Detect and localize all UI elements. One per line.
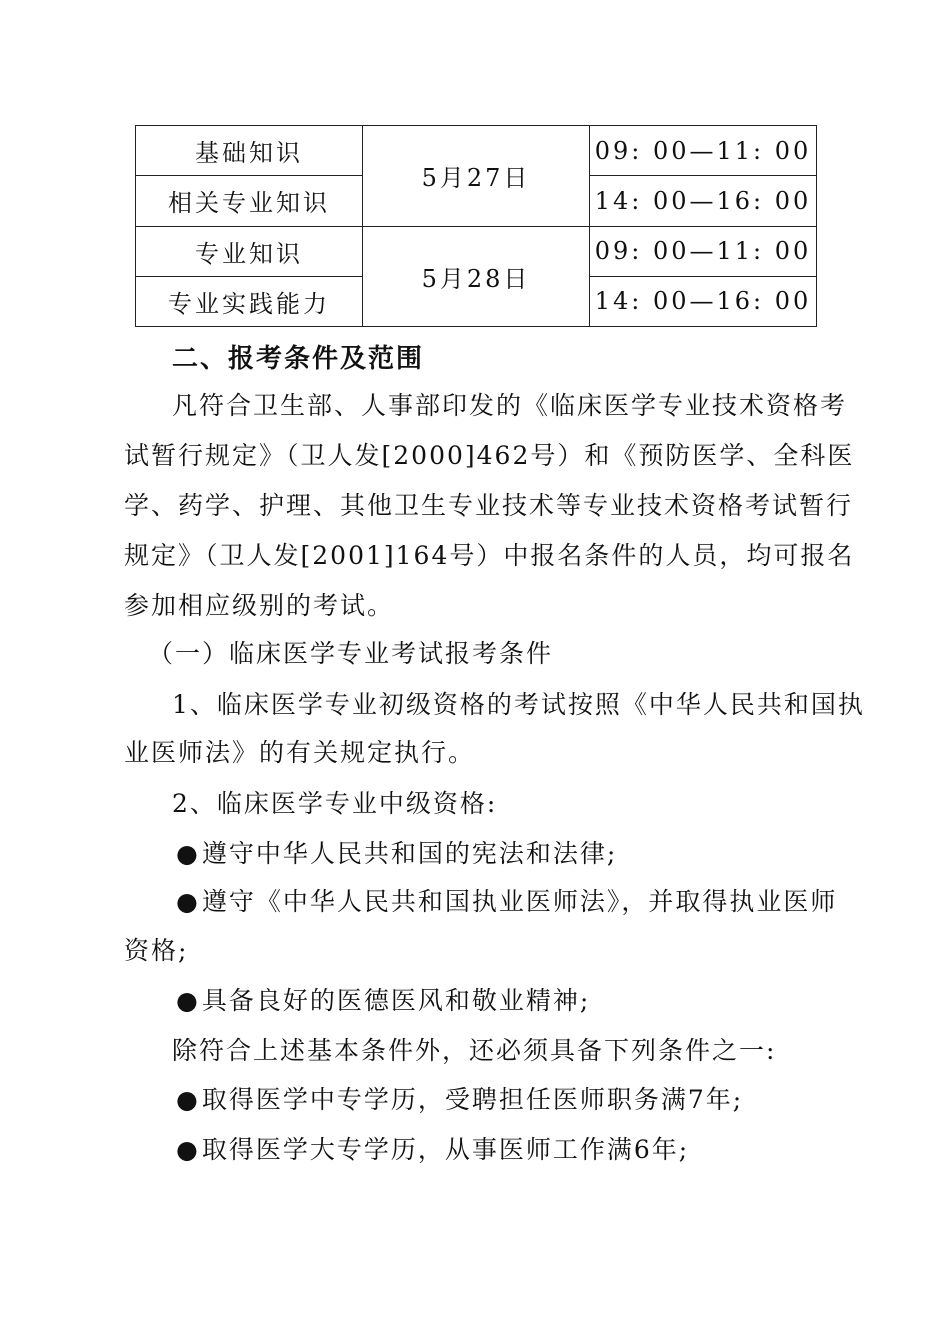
list-item-text: 取得医学大专学历，从事医师工作满6年;: [201, 1135, 690, 1164]
item-1-line: 1、临床医学专业初级资格的考试按照《中华人民共和国执: [172, 690, 865, 719]
list-item: [176, 1076, 743, 1124]
list-item: [176, 878, 838, 926]
subject-cell: 专业实践能力: [136, 276, 363, 326]
list-item: [176, 977, 590, 1025]
table-row: [136, 126, 817, 176]
exam-schedule-table: [135, 125, 817, 327]
time-cell: 14: 00—16: 00: [590, 276, 817, 326]
section-heading: 二、报考条件及范围: [172, 344, 425, 374]
time-cell: 09: 00—11: 00: [590, 226, 817, 276]
extra-conditions-intro: 除符合上述基本条件外，还必须具备下列条件之一:: [172, 1036, 777, 1065]
list-item-text: 遵守中华人民共和国的宪法和法律;: [201, 839, 618, 868]
list-item-text: 具备良好的医德医风和敬业精神;: [201, 986, 591, 1015]
item-2-heading: 2、临床医学专业中级资格:: [172, 789, 498, 818]
bullet-icon: ●: [176, 887, 200, 916]
intro-line: 参加相应级别的考试。: [124, 591, 395, 620]
intro-line: 凡符合卫生部、人事部印发的《临床医学专业技术资格考: [172, 391, 848, 420]
bullet-icon: ●: [176, 1085, 200, 1114]
subsection-heading: （一）临床医学专业考试报考条件: [148, 639, 554, 668]
bullet-icon: ●: [176, 839, 200, 868]
list-item-text: 取得医学中专学历，受聘担任医师职务满7年;: [201, 1085, 744, 1114]
table-row: [136, 226, 817, 276]
intro-line: 试暂行规定》（卫人发[2000]462号）和《预防医学、全科医: [124, 441, 855, 470]
list-item-text: 遵守《中华人民共和国执业医师法》，并取得执业医师: [201, 887, 838, 916]
list-item-continuation: 资格;: [124, 936, 189, 965]
intro-line: 规定》（卫人发[2001]164号）中报名条件的人员，均可报名: [124, 541, 855, 570]
bullet-icon: ●: [176, 1135, 200, 1164]
subject-cell: 基础知识: [136, 126, 363, 176]
item-1-line: 业医师法》的有关规定执行。: [124, 738, 476, 767]
subject-cell: 专业知识: [136, 226, 363, 276]
list-item: [176, 830, 617, 878]
bullet-icon: ●: [176, 986, 200, 1015]
time-cell: 09: 00—11: 00: [590, 126, 817, 176]
date-cell: 5月27日: [363, 126, 590, 227]
time-cell: 14: 00—16: 00: [590, 176, 817, 226]
intro-line: 学、药学、护理、其他卫生专业技术等专业技术资格考试暂行: [124, 491, 854, 520]
list-item: [176, 1126, 689, 1174]
subject-cell: 相关专业知识: [136, 176, 363, 226]
date-cell: 5月28日: [363, 226, 590, 327]
